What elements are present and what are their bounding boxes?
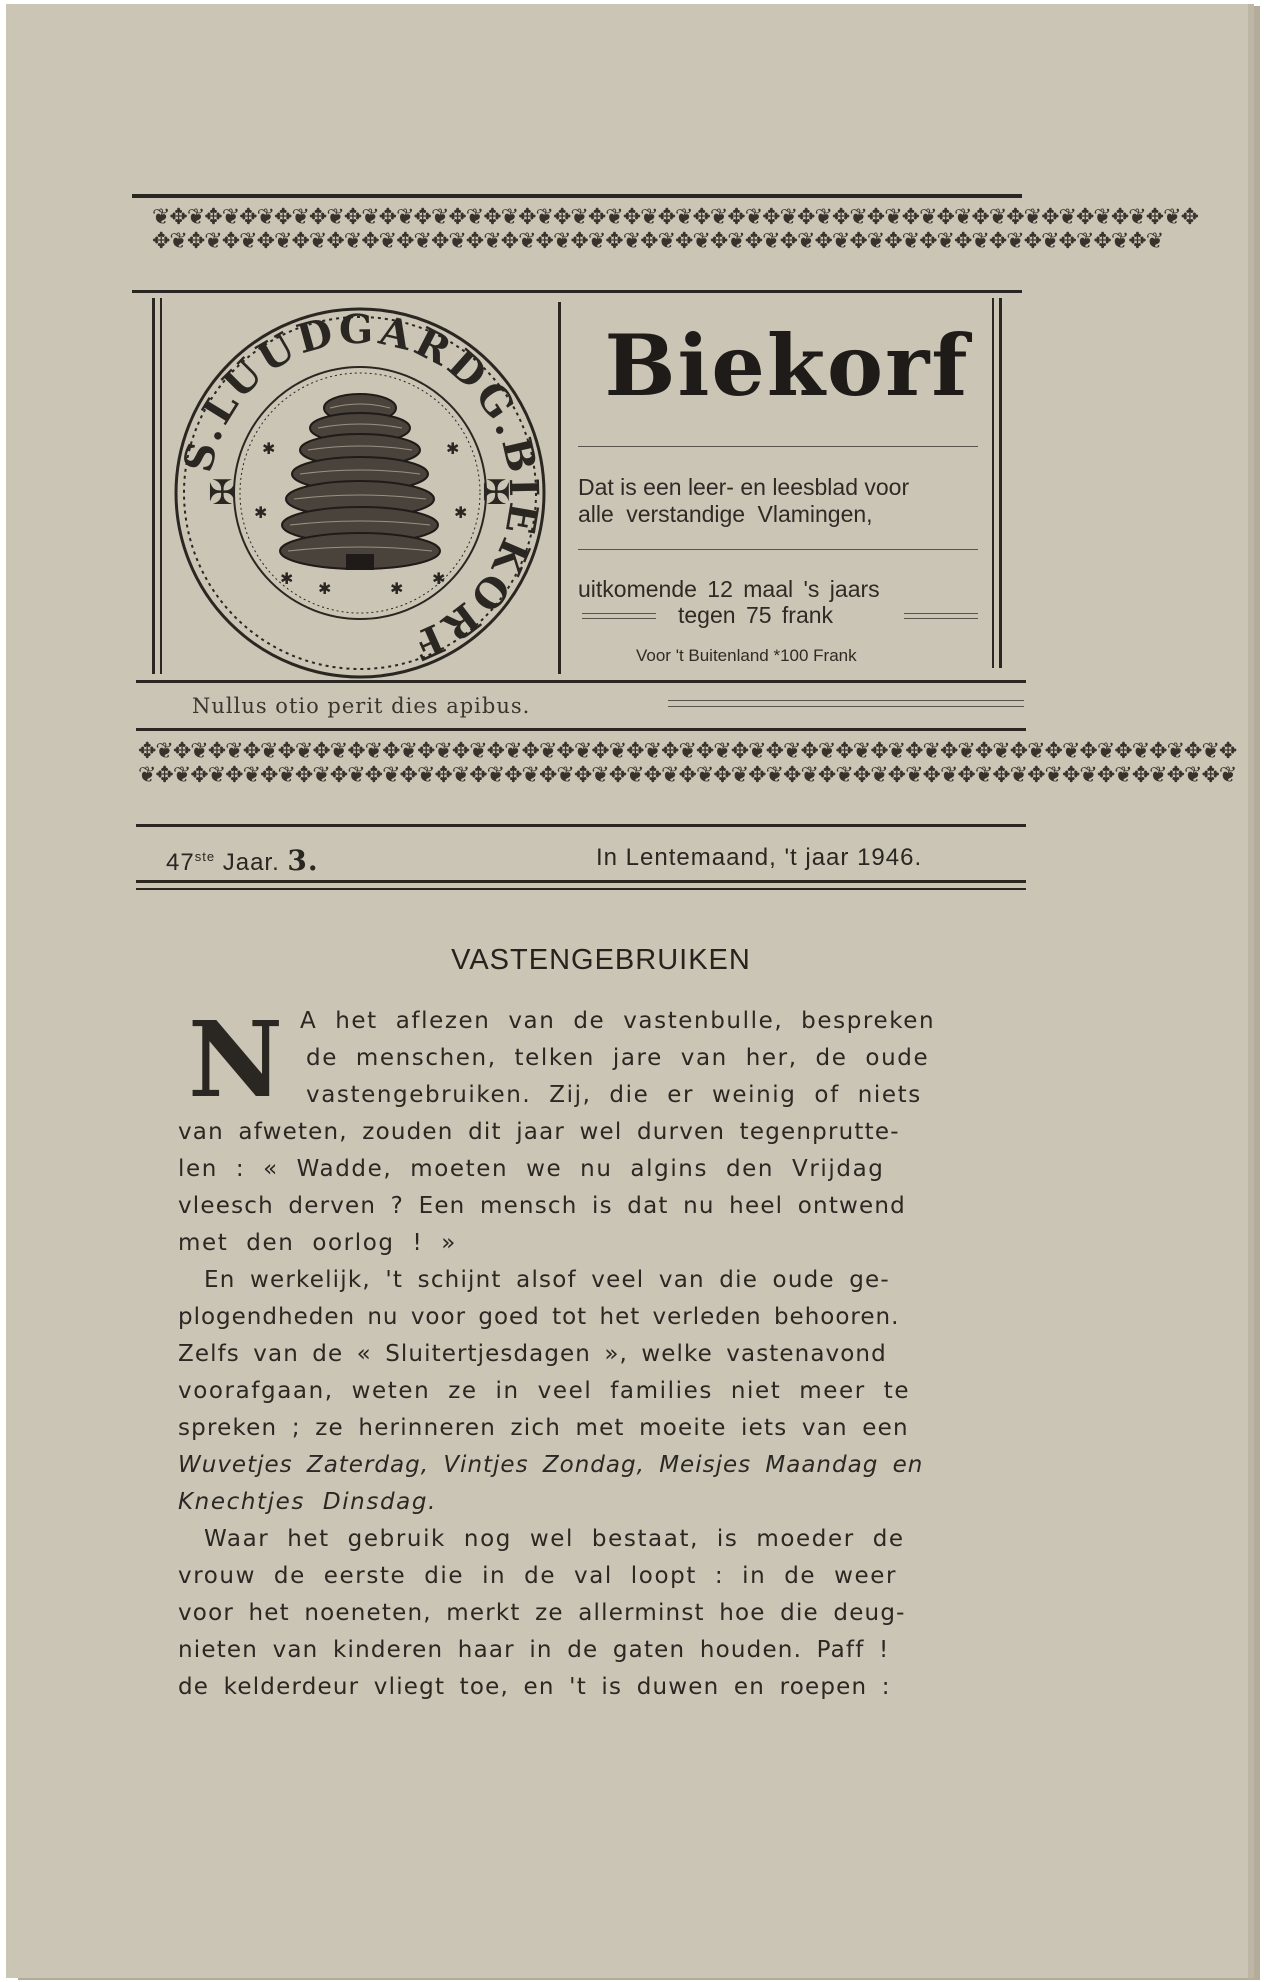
drop-cap: N [188,998,284,1121]
foreign-price: Voor 't Buitenland *100 Frank [636,646,857,665]
motto-top-rule [136,680,1026,683]
article-line: len : « Wadde, moeten we nu algins den Vrijdag [178,1156,885,1182]
issue-year [166,844,319,877]
article-line: A het aflezen van de vastenbulle, bespreken [300,1008,936,1034]
article-line: Knechtjes Dinsdag. [178,1489,437,1515]
motto: Nullus otio perit dies apibus. [192,694,531,718]
price-line-1: uitkomende 12 maal 's jaars [578,576,880,602]
article-line: vrouw de eerste die in de val loopt : in de weer [178,1563,898,1589]
issue-date: In Lentemaand, 't jaar 1946. [596,844,923,871]
seal-inscription: S.LUUDGARDG.BIEKORF [174,305,548,671]
title-underline [578,446,978,447]
newsletter-page [6,4,1248,1978]
article-line: van afweten, zouden dit jaar wel durven tegenprutte- [178,1119,900,1145]
motto-deco-2 [668,706,1024,707]
right-double-rule [992,298,994,668]
masthead-title: Biekorf [604,316,970,415]
svg-text:✱: ✱ [432,569,446,588]
svg-text:✱: ✱ [254,503,268,522]
article-line: En werkelijk, 't schijnt alsof veel van die oude ge- [204,1267,890,1293]
issue-year-number: 47 [166,849,195,876]
issue-rule-1 [136,880,1026,883]
article-headline: VASTENGEBRUIKEN [451,944,751,976]
article-line: met den oorlog ! » [178,1230,457,1256]
svg-text:✱: ✱ [280,569,294,588]
article-line: de kelderdeur vliegt toe, en 't is duwen en roepen : [178,1674,891,1700]
article-line: vleesch derven ? Een mensch is dat nu heel ontwend [178,1193,906,1219]
svg-text:✱: ✱ [446,439,460,458]
svg-text:✱: ✱ [262,439,276,458]
article-line: Zelfs van de « Sluitertjesdagen », welke vastenavond [178,1341,887,1367]
article-line: Wuvetjes Zaterdag, Vintjes Zondag, Meisjes Maandag en [178,1452,924,1478]
article-line: plogendheden nu voor goed tot het verleden behooren. [178,1304,900,1330]
right-double-rule-outer [999,298,1002,668]
price-line-2: tegen 75 frank [678,602,834,628]
tagline-rule [578,549,978,550]
article-line: Waar het gebruik nog wel bestaat, is moeder de [204,1526,905,1552]
left-double-rule-inner [160,298,162,674]
svg-text:✱: ✱ [390,579,404,598]
lower-band-top-rule [136,728,1026,731]
price-deco-right-2 [904,618,978,619]
issue-year-word: Jaar. [222,849,280,876]
svg-text:✠: ✠ [208,473,237,513]
issue-rule-2 [136,888,1026,890]
lower-ornament-band: ✥❦✥❦✥❦✥❦✥❦✥❦✥❦✥❦✥❦✥❦✥❦✥❦✥❦✥❦✥❦✥❦✥❦✥❦✥❦✥❦✥❦✥❦✥❦✥❦✥❦✥❦✥❦✥❦✥❦✥❦✥❦✥ ❦✥❦✥❦✥❦✥❦✥❦✥❦✥❦✥❦✥❦✥❦✥❦✥❦✥❦✥❦✥❦✥❦✥❦✥❦✥❦✥❦✥❦✥❦✥❦✥❦✥❦✥❦✥❦✥❦✥❦✥❦✥❦ [138,739,1237,788]
top-ornament-band: ❦✥❦✥❦✥❦✥❦✥❦✥❦✥❦✥❦✥❦✥❦✥❦✥❦✥❦✥❦✥❦✥❦✥❦✥❦✥❦✥❦✥❦✥❦✥❦✥❦✥❦✥❦✥❦✥❦✥❦✥ ✥❦✥❦✥❦✥❦✥❦✥❦✥❦✥❦✥❦✥❦✥❦✥❦✥❦✥❦✥❦✥❦✥❦✥❦✥❦✥❦✥❦✥❦✥❦✥❦✥❦✥❦✥❦✥❦✥❦ [152,205,1199,254]
price-deco-left-2 [582,618,656,619]
svg-text:✱: ✱ [318,579,332,598]
motto-deco-1 [668,700,1024,701]
article-line: spreken ; ze herinneren zich met moeite iets van een [178,1415,909,1441]
left-double-rule [152,298,155,674]
article-line: vastengebruiken. Zij, die er weinig of niets [306,1082,922,1108]
beehive-seal-icon [170,304,550,682]
issue-number: 3. [287,844,319,877]
lower-band-bottom-rule [136,824,1026,827]
center-rule [558,302,561,674]
tagline-line-1: Dat is een leer- en leesblad voor [578,474,910,500]
issue-year-suffix: ste [194,849,216,864]
price-deco-right [904,613,978,614]
price-deco-left [582,613,656,614]
article-line: de menschen, telken jare van her, de oude [306,1045,930,1071]
svg-text:✠: ✠ [482,473,511,513]
article-line: nieten van kinderen haar in de gaten houden. Paff ! [178,1637,890,1663]
top-band-bottom-rule [132,290,1022,293]
article-line: voor het noeneten, merkt ze allerminst hoe die deug- [178,1600,906,1626]
top-rule [132,194,1022,198]
beehive-seal [170,304,550,682]
tagline-line-2: alle verstandige Vlamingen, [578,501,873,527]
svg-text:✱: ✱ [454,503,468,522]
article-line: voorafgaan, weten ze in veel families niet meer te [178,1378,911,1404]
